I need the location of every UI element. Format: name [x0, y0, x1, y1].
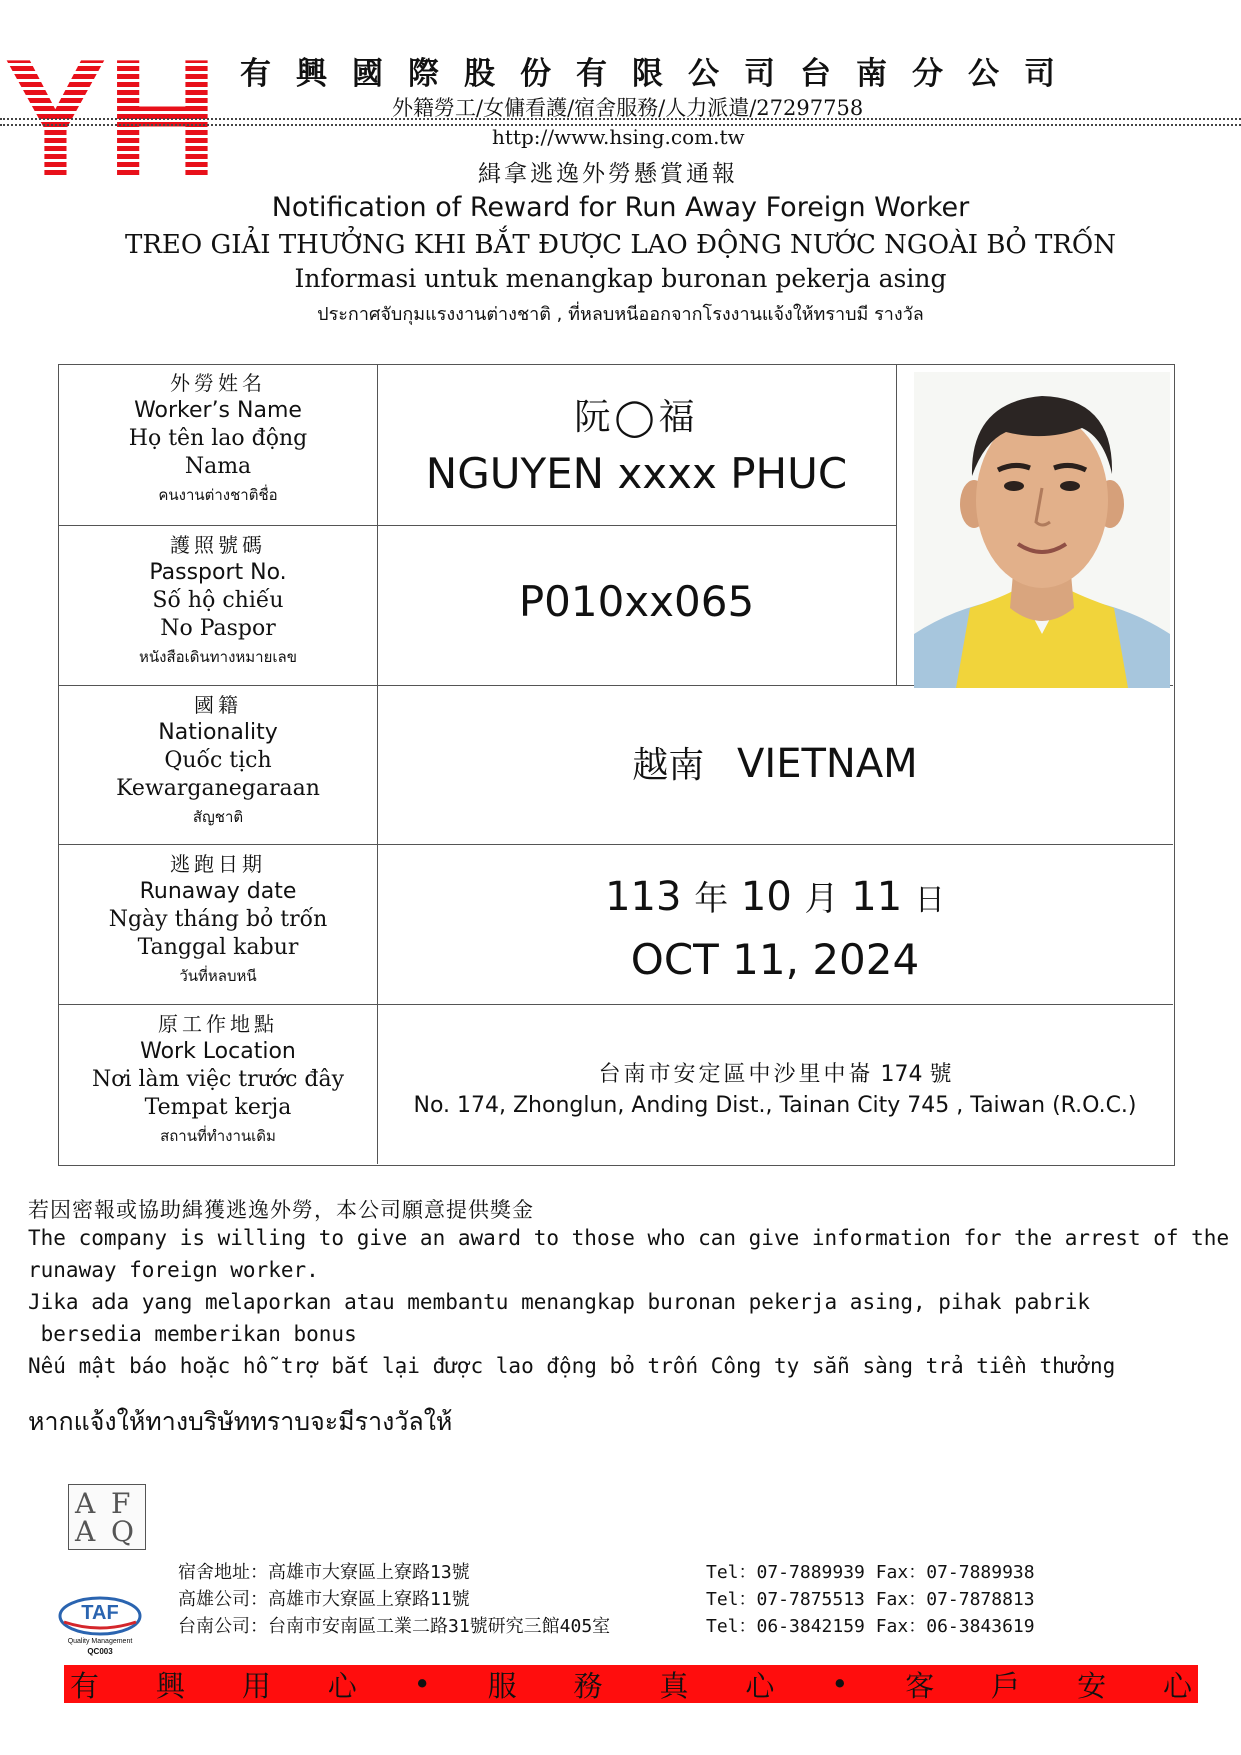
notice-en-line1: The company is willing to give an award to those who can give information for the arrest of the: [28, 1226, 1230, 1250]
label-runaway-date: [59, 850, 377, 990]
tel-dormitory: Tel：07-7889939 Fax：07-7889938: [706, 1562, 1035, 1583]
header-divider: [0, 118, 1241, 120]
address-tainan: 台南公司：台南市安南區工業二路31號研究三館405室: [178, 1616, 611, 1637]
work-location-cn-text: 台南市安定區中沙里中崙: [598, 1062, 874, 1087]
slogan-bar: [64, 1665, 1198, 1703]
slogan-char: 心: [1162, 1668, 1192, 1703]
slogan-char: 真: [659, 1668, 689, 1703]
slogan-char: 戶: [991, 1668, 1021, 1703]
year-char: 年: [694, 879, 729, 919]
slogan-dot: •: [831, 1667, 849, 1701]
title-indonesian: Informasi untuk menangkap buronan pekerja asing: [294, 264, 947, 293]
roc-day: 11: [851, 874, 903, 920]
address-kaohsiung: 高雄公司：高雄市大寮區上寮路11號: [178, 1589, 470, 1610]
yh-logo: [4, 42, 218, 180]
taf-logo: [56, 1596, 144, 1658]
slogan-char: 心: [745, 1668, 775, 1703]
label-cn: 國籍: [194, 693, 242, 717]
slogan-char: 心: [327, 1668, 357, 1703]
passport-number: P010xx065: [518, 577, 755, 626]
work-location-number: 174: [880, 1062, 923, 1087]
notice-id-line2: bersedia memberikan bonus: [28, 1322, 357, 1346]
label-id: No Paspor: [160, 616, 276, 641]
label-vi: Họ tên lao động: [128, 426, 308, 451]
taf-caption: Quality Management: [67, 1638, 133, 1645]
notice-en-line2: runaway foreign worker.: [28, 1258, 319, 1282]
afaq-logo: [68, 1484, 146, 1550]
label-id: Tanggal kabur: [137, 935, 299, 960]
afaq-letter: Q: [111, 1515, 134, 1548]
roc-year: 113: [605, 874, 682, 920]
label-cn: 原工作地點: [158, 1012, 278, 1036]
label-vi: Ngày tháng bỏ trốn: [108, 907, 328, 932]
work-location-hao: 號: [929, 1062, 952, 1087]
address-dormitory: 宿舍地址：高雄市大寮區上寮路13號: [178, 1562, 470, 1583]
runaway-date-roc: [377, 871, 1173, 920]
table-divider: [896, 365, 897, 685]
day-char: 日: [914, 883, 945, 918]
label-en: Nationality: [158, 720, 278, 745]
label-vi: Nơi làm việc trước đây: [91, 1067, 345, 1092]
notice-vi: Nếu mật báo hoặc hỗ trợ bắt lại được lao động bỏ trốn Công ty sẵn sàng trả tiền thưởng: [28, 1354, 1116, 1378]
services-line: 外籍勞工/女傭看護/宿舍服務/人力派遣/27297758: [392, 96, 864, 120]
title-english: Notification of Reward for Run Away Foreign Worker: [271, 192, 970, 223]
nationality-en: VIETNAM: [737, 741, 918, 787]
slogan-char: 客: [905, 1668, 935, 1703]
notice-cn: 若因密報或協助緝獲逃逸外勞，本公司願意提供獎金: [28, 1198, 534, 1222]
slogan-char: 安: [1077, 1668, 1107, 1703]
month-char: 月: [804, 879, 839, 919]
worker-photo: [914, 372, 1170, 688]
label-work-location: [59, 1010, 377, 1150]
label-id: Kewarganegaraan: [116, 776, 320, 801]
nationality-cn: 越南: [632, 745, 705, 786]
table-divider: [59, 844, 1173, 845]
notice-th: หากแจ้งให้ทางบริษัททราบจะมีรางวัลให้: [28, 1407, 453, 1436]
work-location-en: No. 174, Zhonglun, Anding Dist., Tainan City 745 , Taiwan (R.O.C.): [413, 1093, 1137, 1118]
table-divider: [59, 525, 377, 526]
label-en: Passport No.: [149, 560, 287, 585]
label-th: สถานที่ทำงานเดิม: [160, 1127, 276, 1145]
taf-code: QC003: [87, 1647, 113, 1656]
roc-month: 10: [740, 874, 792, 920]
label-cn: 護照號碼: [170, 533, 266, 557]
label-th: สัญชาติ: [192, 808, 244, 826]
nationality-value: [377, 737, 1173, 788]
label-nationality: [59, 691, 377, 831]
notice-id-line1: Jika ada yang melaporkan atau membantu menangkap buronan pekerja asing, pihak pabrik: [28, 1290, 1091, 1314]
runaway-date-en: OCT 11, 2024: [630, 935, 920, 984]
label-th: หนังสือเดินทางหมายเลข: [139, 648, 297, 666]
title-thai: ประกาศจับกุมแรงงานต่างชาติ , ที่หลบหนีออกจากโรงงานแจ้งให้ทราบมี รางวัล: [317, 304, 924, 325]
afaq-letter: F: [111, 1487, 131, 1520]
worker-name-cn: 阮◯福: [574, 397, 699, 438]
label-cn: 逃跑日期: [170, 852, 266, 876]
label-en: Runaway date: [139, 879, 297, 904]
title-vietnamese: TREO GIẢI THƯỞNG KHI BẮT ĐƯỢC LAO ĐỘNG NƯỚC NGOÀI BỎ TRỐN: [124, 230, 1116, 260]
afaq-letter: A: [75, 1487, 96, 1520]
label-cn: 外勞姓名: [170, 371, 266, 395]
company-url[interactable]: http://www.hsing.com.tw: [492, 125, 745, 149]
table-divider: [377, 525, 896, 526]
tel-kaohsiung: Tel：07-7875513 Fax：07-7878813: [706, 1589, 1035, 1610]
slogan-char: 服: [487, 1668, 517, 1703]
label-en: Worker’s Name: [134, 398, 302, 423]
slogan-char: 用: [241, 1668, 271, 1703]
slogan-char: 興: [155, 1668, 185, 1703]
table-divider: [59, 1004, 1173, 1005]
slogan-dot: •: [413, 1667, 431, 1701]
slogan-char: 有: [70, 1668, 100, 1703]
label-en: Work Location: [140, 1039, 296, 1064]
label-vi: Số hộ chiếu: [152, 588, 284, 613]
label-worker-name: [59, 369, 377, 509]
afaq-letter: A: [75, 1515, 96, 1548]
label-th: วันที่หลบหนี: [179, 967, 257, 985]
label-id: Nama: [184, 454, 252, 479]
label-passport: [59, 531, 377, 671]
label-id: Tempat kerja: [144, 1095, 292, 1120]
company-name: 有興國際股份有限公司台南分公司: [240, 56, 1080, 92]
taf-text: TAF: [81, 1602, 119, 1624]
worker-name-en: NGUYEN xxxx PHUC: [425, 449, 848, 498]
subtitle-chinese: 緝拿逃逸外勞懸賞通報: [478, 161, 738, 187]
slogan-char: 務: [573, 1668, 603, 1703]
label-vi: Quốc tịch: [164, 748, 272, 773]
tel-tainan: Tel：06-3842159 Fax：06-3843619: [706, 1616, 1035, 1637]
label-th: คนงานต่างชาติชื่อ: [158, 486, 278, 504]
work-location-cn: [377, 1057, 1173, 1088]
